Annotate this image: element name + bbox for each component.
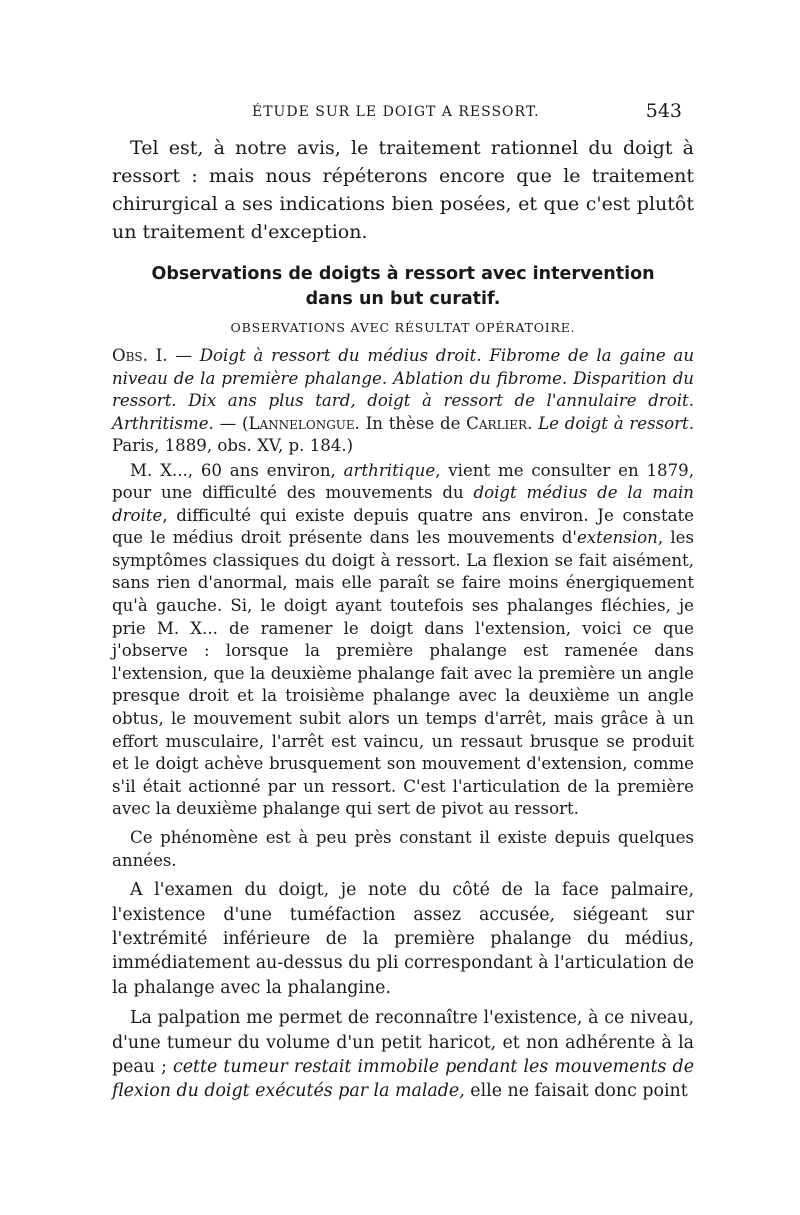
- text-run-italic: cette tumeur restait immobile pendant les mouvements de flexion du doigt exécutés par la malade,: [112, 1057, 694, 1102]
- text-run-italic: extension: [576, 528, 658, 548]
- section-heading: [112, 262, 694, 312]
- case-paragraph-2: Ce phénomène est à peu près constant il existe depuis quelques années.: [112, 828, 694, 870]
- observation-source-end: . Paris, 1889, obs. XV, p. 184.): [112, 413, 694, 455]
- section-heading-line-1: Observations de doigts à ressort avec intervention: [151, 264, 655, 284]
- observation-source-author: Lannelongue: [248, 413, 355, 433]
- text-run: , les symptômes classiques du doigt à ressort. La flexion se fait aisément, sans rien d'anormal, mais elle paraît se faire moins énergiquement qu'à gauche. Si, le doigt ayant toutefois ses phalanges fléchies, je prie M. X... de ramener le doigt dans l'extension, voici ce que j'observe : lorsque la première phalange est ramenée dans l'extension, que la deuxième phalange fait avec la première un angle presque droit et la troisième phalange avec la deuxième un angle obtus, le mouvement subit alors un temps d'arrêt, mais grâce à un effort musculaire, l'arrêt est vaincu, un ressaut brusque se produit et le doigt achève brusquement son mouvement d'extension, comme s'il était actionné par un ressort. C'est l'articulation de la première avec la deuxième phalange qui sert de pivot au ressort.: [112, 528, 694, 819]
- observation-source-author2: Carlier: [466, 413, 528, 433]
- section-heading-line-2: dans un but curatif.: [305, 289, 501, 309]
- observation-source-open: — (: [213, 413, 249, 433]
- book-page: [112, 100, 694, 1104]
- case-paragraph-4: [112, 1006, 694, 1104]
- observation-label: Obs. I. —: [112, 346, 192, 365]
- observation-source-work: Le doigt à ressort: [538, 413, 689, 433]
- text-run: La palpation me permet de reconnaître l'existence, à ce niveau, d'une tumeur du volume d'un petit haricot, et non adhérente à la peau ;: [112, 1008, 694, 1078]
- observation-source-mid: . In thèse de: [354, 413, 467, 433]
- text-run: elle ne faisait donc point: [464, 1081, 688, 1102]
- running-header: [112, 100, 694, 134]
- text-run-italic: doigt médius de la main droite: [112, 483, 694, 525]
- running-title: ÉTUDE SUR LE DOIGT A RESSORT.: [252, 104, 540, 120]
- observation-heading: [112, 345, 694, 458]
- text-run-italic: arthritique: [343, 460, 436, 480]
- text-run: M. X..., 60 ans environ,: [130, 460, 344, 480]
- case-paragraph-1: [112, 460, 694, 822]
- text-run: , difficulté qui existe depuis quatre ans environ. Je constate que le médius droit présente dans les mouvements d': [112, 505, 694, 548]
- observation-source-sep: .: [527, 413, 539, 433]
- observation-title: Doigt à ressort du médius droit. Fibrome de la gaine au niveau de la première phalange. Ablation du fibrome. Disparition du ressort. Dix ans plus tard, doigt à ressort de l'annulaire droit. Arthritisme.: [112, 346, 695, 433]
- intro-paragraph: Tel est, à notre avis, le traitement rationnel du doigt à ressort : mais nous répéterons encore que le traitement chirurgical a ses indications bien posées, et que c'est plutôt un traitement d'exception.: [112, 137, 694, 243]
- case-paragraph-3: A l'examen du doigt, je note du côté de la face palmaire, l'existence d'une tuméfaction assez accusée, siégeant sur l'extrémité inférieure de la première phalange du médius, immédiatement au-dessus du pli correspondant à l'articulation de la phalange avec la phalangine.: [112, 880, 694, 998]
- page-number: 543: [645, 100, 682, 122]
- text-run: , vient me consulter en 1879, pour une difficulté des mouvements du: [112, 460, 694, 503]
- subheading: OBSERVATIONS AVEC RÉSULTAT OPÉRATOIRE.: [230, 320, 576, 335]
